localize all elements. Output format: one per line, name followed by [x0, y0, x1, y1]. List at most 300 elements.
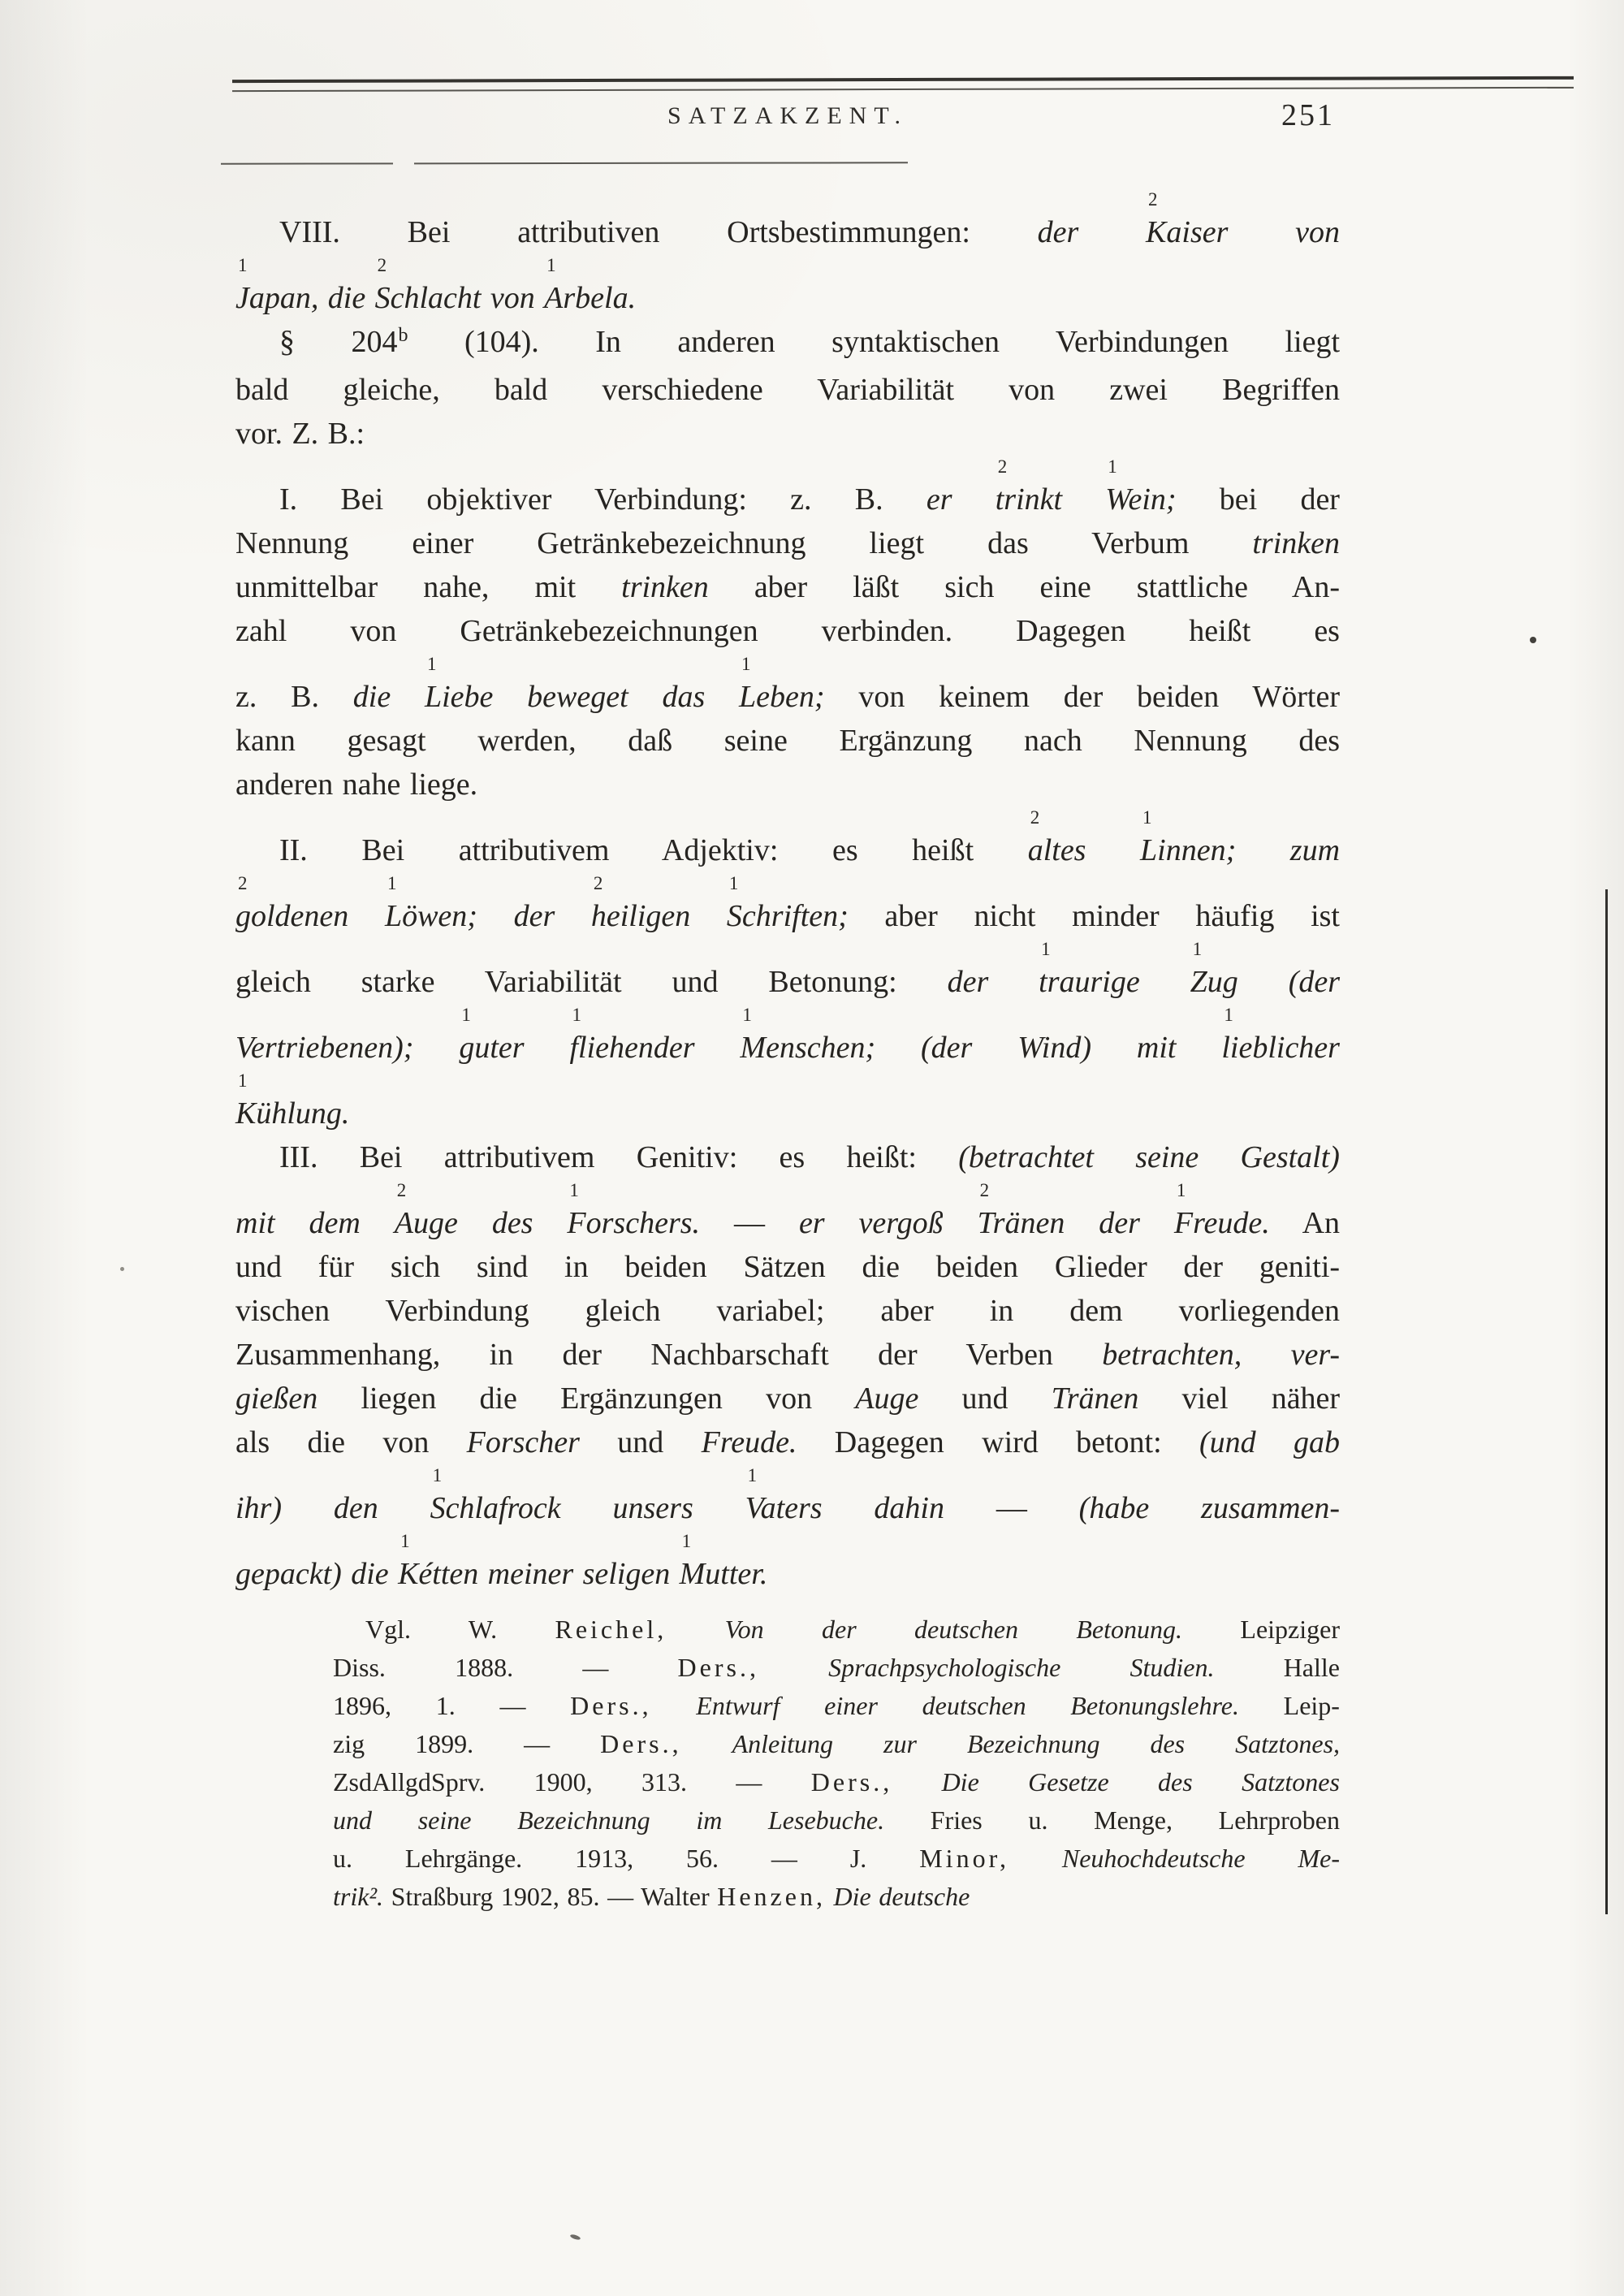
- word: I.: [279, 482, 298, 517]
- word: von: [1009, 373, 1056, 407]
- word: mit: [1136, 1031, 1177, 1065]
- word: der: [947, 965, 989, 999]
- accented-word: traurige 1: [1039, 939, 1140, 999]
- word: nicht: [974, 899, 1036, 933]
- stress-accent-number: 2: [593, 873, 603, 893]
- word: —: [582, 1653, 609, 1682]
- word: 56.: [686, 1844, 719, 1873]
- text-line: [235, 719, 1340, 763]
- word: beiden: [624, 1250, 707, 1284]
- word: gleiche,: [343, 373, 440, 407]
- word: Zusammenhang,: [235, 1338, 441, 1372]
- stress-accent-number: 1: [681, 1531, 692, 1551]
- word: wird: [982, 1425, 1039, 1459]
- word: Reichel,: [555, 1615, 667, 1644]
- word: vor.: [235, 417, 283, 451]
- accented-word: goldenen 2: [235, 873, 349, 933]
- word: des: [1298, 724, 1340, 758]
- word: attributivem: [443, 1140, 595, 1174]
- accented-word: Japan, 1: [235, 255, 319, 315]
- word: 1913,: [575, 1844, 634, 1873]
- word: liegt: [869, 526, 925, 560]
- word: es: [1314, 614, 1340, 648]
- stress-accent-number: 1: [1192, 939, 1203, 959]
- word: Ergänzung: [839, 724, 973, 758]
- stress-accent-number: 1: [238, 255, 248, 275]
- word: er: [798, 1206, 825, 1240]
- word: nach: [1024, 724, 1082, 758]
- stress-accent-number: 1: [426, 654, 437, 674]
- word: in: [989, 1294, 1014, 1328]
- word: Lehrgänge.: [404, 1844, 523, 1873]
- word: sind: [476, 1250, 529, 1284]
- word: Neuhochdeutsche: [1061, 1844, 1246, 1873]
- accented-word: Zug 1: [1190, 939, 1238, 999]
- paragraph-viii-ortsbestimmungen: [235, 189, 1341, 320]
- stress-accent-number: 1: [747, 1465, 758, 1485]
- text-line: [235, 1135, 1340, 1179]
- word: trik².: [333, 1882, 384, 1911]
- word: J.: [849, 1844, 867, 1873]
- word: 85.: [567, 1882, 600, 1911]
- word: es: [779, 1140, 806, 1174]
- stress-accent-number: 1: [432, 1465, 443, 1485]
- word: betont:: [1076, 1425, 1162, 1459]
- word: aber: [754, 570, 808, 604]
- word: Nennung: [235, 526, 349, 560]
- word: 1.: [435, 1691, 456, 1720]
- word: starke: [361, 965, 435, 999]
- running-header-title: SATZAKZENT.: [667, 102, 908, 129]
- word: unsers: [612, 1491, 693, 1525]
- word: Nennung: [1134, 724, 1247, 758]
- word: zahl: [235, 614, 287, 648]
- text-line: [235, 521, 1340, 565]
- page-number: 251: [1281, 98, 1335, 132]
- word: das: [662, 680, 706, 714]
- text-line: [333, 1649, 1340, 1687]
- word: viel: [1181, 1381, 1229, 1416]
- word: seine: [417, 1805, 472, 1835]
- accented-word: Leben; 1: [739, 654, 825, 714]
- stress-accent-number: 2: [1148, 189, 1158, 210]
- page-edge-scan-line: [1605, 889, 1608, 1914]
- text-line: [235, 1420, 1340, 1464]
- word: unmittelbar: [235, 570, 378, 604]
- word: als: [235, 1425, 270, 1459]
- text-line: [235, 456, 1340, 521]
- stress-accent-number: 2: [997, 456, 1008, 477]
- text-line: [235, 807, 1341, 872]
- word: Betonungslehre.: [1070, 1691, 1239, 1720]
- word: und: [235, 1250, 282, 1284]
- word: Gestalt): [1240, 1140, 1340, 1174]
- word: III.: [279, 1140, 318, 1174]
- header-separator-rule: [221, 162, 908, 164]
- word: (104).: [464, 325, 539, 359]
- word: der: [878, 1338, 918, 1372]
- word: seine: [1135, 1140, 1199, 1174]
- word: zur: [883, 1729, 917, 1758]
- word: Bezeichnung: [966, 1729, 1100, 1758]
- word: bald: [494, 373, 548, 407]
- accented-word: Auge 2: [394, 1180, 458, 1240]
- word: An-: [1291, 570, 1340, 604]
- stress-accent-number: 1: [400, 1531, 410, 1551]
- word: liegen: [361, 1381, 437, 1416]
- word: Minor,: [919, 1844, 1009, 1873]
- word: zwei: [1109, 373, 1168, 407]
- word: B.:: [327, 417, 365, 451]
- word: §: [279, 325, 295, 359]
- word: Verbindung: [385, 1294, 529, 1328]
- word: des: [1150, 1729, 1186, 1758]
- word: Wind): [1017, 1031, 1091, 1065]
- word: z.: [235, 680, 257, 714]
- word: Wörter: [1252, 680, 1340, 714]
- accented-word: Linnen; 1: [1140, 807, 1237, 867]
- word: In: [595, 325, 621, 359]
- word: attributivem: [458, 833, 610, 867]
- word: dem: [309, 1206, 361, 1240]
- word: Getränkebezeichnung: [537, 526, 806, 560]
- word: dem: [1069, 1294, 1123, 1328]
- accented-word: guter 1: [459, 1005, 525, 1065]
- word: des: [491, 1206, 533, 1240]
- text-line: [333, 1878, 1340, 1916]
- word: sich: [390, 1250, 441, 1284]
- word: (betrachtet: [958, 1140, 1094, 1174]
- word: Satztones: [1242, 1767, 1340, 1797]
- word: trinken: [1252, 526, 1341, 560]
- word: objektiver: [426, 482, 552, 517]
- text-line: [235, 939, 1340, 1004]
- text-line: [333, 1611, 1340, 1649]
- stress-accent-number: 1: [1108, 456, 1117, 477]
- accented-word: altes 2: [1027, 807, 1086, 867]
- word: Tränen: [1051, 1381, 1139, 1416]
- word: Die: [833, 1882, 871, 1911]
- word: näher: [1271, 1381, 1341, 1416]
- word: Sätzen: [743, 1250, 826, 1284]
- word: Betonung.: [1076, 1615, 1183, 1644]
- word: beiden: [1137, 680, 1220, 714]
- stress-accent-number: 1: [742, 1005, 752, 1025]
- word: B.: [854, 482, 883, 517]
- word: Getränkebezeichnungen: [460, 614, 758, 648]
- text-line: [235, 763, 1340, 806]
- word: das: [987, 526, 1029, 560]
- word: —: [771, 1844, 797, 1873]
- word: von: [490, 281, 535, 315]
- word: —: [524, 1729, 551, 1758]
- word: Verbindungen: [1055, 325, 1229, 359]
- stress-accent-number: 1: [546, 255, 556, 275]
- word: (habe: [1078, 1491, 1150, 1525]
- word: Ergänzungen: [560, 1381, 723, 1416]
- accented-word: Kétten 1: [398, 1531, 479, 1591]
- word: Verben: [965, 1338, 1053, 1372]
- stress-accent-number: 1: [569, 1180, 579, 1200]
- word: Auge: [855, 1381, 919, 1416]
- word: (der: [1288, 965, 1340, 999]
- word: beweget: [527, 680, 628, 714]
- word: minder: [1072, 899, 1160, 933]
- word: Ders.,: [570, 1691, 652, 1720]
- word: ihr): [235, 1491, 282, 1525]
- stress-accent-number: 1: [572, 1005, 581, 1025]
- word: heißt: [1189, 614, 1251, 648]
- word: vorliegenden: [1178, 1294, 1341, 1328]
- word: in: [489, 1338, 514, 1372]
- accented-word: Forschers. 1: [567, 1180, 701, 1240]
- word: Z.: [292, 417, 319, 451]
- accented-word: Liebe 1: [424, 654, 494, 714]
- stress-accent-number: 1: [741, 654, 751, 674]
- word: Die: [941, 1767, 979, 1797]
- ink-speck: [1530, 637, 1536, 643]
- word: Bei: [359, 1140, 403, 1174]
- word: —: [733, 1206, 765, 1240]
- text-line: [235, 873, 1340, 938]
- text-line: [235, 1180, 1341, 1245]
- word: Sprachpsychologische: [828, 1653, 1061, 1682]
- stress-accent-number: 1: [1041, 939, 1051, 959]
- text-line: [235, 1005, 1340, 1070]
- word: Diss.: [333, 1653, 386, 1682]
- word: mit: [235, 1206, 275, 1240]
- word: eine: [1039, 570, 1091, 604]
- word: Bei: [361, 833, 405, 867]
- text-line: [235, 654, 1340, 719]
- word: 1896,: [333, 1691, 391, 1720]
- stress-accent-number: 1: [1142, 807, 1152, 828]
- word: 1899.: [415, 1729, 474, 1758]
- word: häufig: [1195, 899, 1275, 933]
- word: Entwurf: [696, 1691, 780, 1720]
- word: und: [961, 1381, 1009, 1416]
- word: anderen: [235, 767, 334, 802]
- text-line: [333, 1687, 1340, 1725]
- accented-word: Schriften; 1: [726, 873, 849, 933]
- footnote-references: [333, 1611, 1340, 1916]
- word: gab: [1293, 1425, 1340, 1459]
- word: deutschen: [914, 1615, 1018, 1644]
- word: im: [696, 1805, 723, 1835]
- word: B.: [291, 680, 319, 714]
- word: von: [858, 680, 905, 714]
- text-line: [235, 412, 1340, 456]
- accented-word: Löwen; 1: [384, 873, 477, 933]
- word: ver-: [1290, 1338, 1341, 1372]
- word: meiner: [487, 1557, 574, 1591]
- stress-accent-number: 2: [377, 255, 387, 275]
- word: —: [607, 1882, 634, 1911]
- word: Anleitung: [732, 1729, 833, 1758]
- accented-word: Schlacht 2: [374, 255, 482, 315]
- word: Verbindung:: [594, 482, 747, 517]
- text-line: [235, 609, 1340, 653]
- word: syntaktischen: [831, 325, 1000, 359]
- word: Freude.: [701, 1425, 797, 1459]
- word: der: [1183, 1250, 1224, 1284]
- word: Genitiv:: [636, 1140, 738, 1174]
- word: Dagegen: [834, 1425, 944, 1459]
- stress-accent-number: 2: [979, 1180, 990, 1200]
- word: u.: [1028, 1805, 1048, 1835]
- word: der: [1300, 482, 1340, 517]
- accented-word: Schlafrock 1: [430, 1465, 561, 1525]
- text-line: [333, 1725, 1340, 1763]
- word: gießen: [235, 1381, 318, 1416]
- word: 204: [351, 325, 398, 359]
- word: heißt:: [846, 1140, 917, 1174]
- word: Fries: [930, 1805, 983, 1835]
- word: Bezeichnung: [517, 1805, 650, 1835]
- word: attributiven: [517, 215, 660, 249]
- word: Lehrproben: [1218, 1805, 1340, 1835]
- accented-word: Arbela. 1: [544, 255, 637, 315]
- word: beiden: [935, 1250, 1019, 1284]
- word: werden,: [477, 724, 577, 758]
- word: von: [382, 1425, 430, 1459]
- word: deutsche: [879, 1882, 970, 1911]
- text-line: [235, 1289, 1340, 1333]
- accented-word: lieblicher 1: [1221, 1005, 1340, 1065]
- word: W.: [468, 1615, 498, 1644]
- stress-accent-number: 1: [1176, 1180, 1186, 1200]
- word: für: [317, 1250, 355, 1284]
- word: läßt: [853, 570, 900, 604]
- word: es: [831, 833, 858, 867]
- word: keinem: [939, 680, 1030, 714]
- word: II.: [279, 833, 308, 867]
- word: Ders.,: [677, 1653, 759, 1682]
- word: einer: [824, 1691, 878, 1720]
- word: den: [333, 1491, 378, 1525]
- word: sich: [944, 570, 995, 604]
- word: seine: [723, 724, 788, 758]
- word: —: [996, 1491, 1027, 1525]
- accented-word: Mutter. 1: [679, 1531, 768, 1591]
- stress-accent-number: 2: [1030, 807, 1040, 828]
- stress-accent-number: 1: [1224, 1005, 1233, 1025]
- accented-word: Tränen 2: [977, 1180, 1065, 1240]
- word: von: [1295, 215, 1341, 249]
- word: verbinden.: [821, 614, 953, 648]
- word: dahin: [874, 1491, 944, 1525]
- paragraph-204b: [235, 320, 1340, 456]
- word: und: [333, 1805, 372, 1835]
- word: Walter: [641, 1882, 710, 1911]
- text-line: [235, 255, 1340, 320]
- word: Me-: [1298, 1844, 1340, 1873]
- text-line: [333, 1763, 1340, 1801]
- word: daß: [628, 724, 673, 758]
- word: liege.: [409, 767, 478, 802]
- word: der: [1063, 680, 1104, 714]
- paragraph-ii-attributives-adjektiv: [235, 807, 1341, 1135]
- word: Leipziger: [1240, 1615, 1340, 1644]
- accented-word: Vaters 1: [745, 1465, 823, 1525]
- paragraph-iii-attributiver-genitiv: [235, 1135, 1340, 1596]
- word: aber: [884, 899, 938, 933]
- paragraph-i-objektive-verbindung: [235, 456, 1341, 806]
- word: anderen: [677, 325, 775, 359]
- text-line: [235, 1245, 1340, 1289]
- accented-word: Freude. 1: [1173, 1180, 1270, 1240]
- word: gesagt: [347, 724, 426, 758]
- stress-accent-number: 1: [387, 873, 397, 893]
- word: kann: [235, 724, 296, 758]
- text-line: [235, 1377, 1340, 1420]
- word: 313.: [641, 1767, 688, 1797]
- word: von: [766, 1381, 813, 1416]
- word: Dagegen: [1016, 614, 1126, 648]
- word: Bei: [340, 482, 384, 517]
- word: Bei: [407, 215, 451, 249]
- header-double-rule-thin: [232, 87, 1574, 92]
- word: heißt: [912, 833, 974, 867]
- word: nahe,: [423, 570, 490, 604]
- word: seligen: [582, 1557, 671, 1591]
- word: z.: [790, 482, 812, 517]
- stress-accent-number: 1: [728, 873, 739, 893]
- accented-word: Wein; 1: [1105, 456, 1177, 517]
- word: Studien.: [1129, 1653, 1215, 1682]
- word: mit: [534, 570, 577, 604]
- accented-word: heiligen 2: [590, 873, 691, 933]
- stress-accent-number: 1: [461, 1005, 471, 1025]
- word: (und: [1199, 1425, 1256, 1459]
- word: die: [352, 680, 391, 714]
- word: der: [1099, 1206, 1140, 1240]
- word: —: [499, 1691, 526, 1720]
- word: ZsdAllgdSprv.: [333, 1767, 486, 1797]
- word: die: [327, 281, 366, 315]
- word: vischen: [235, 1294, 330, 1328]
- word: einer: [412, 526, 474, 560]
- word: Menge,: [1094, 1805, 1173, 1835]
- word: der: [821, 1615, 857, 1644]
- word: Halle: [1283, 1653, 1340, 1682]
- accented-word: trinkt 2: [995, 456, 1063, 517]
- word: Betonung:: [768, 965, 897, 999]
- word: Von: [724, 1615, 764, 1644]
- word: und: [672, 965, 719, 999]
- word: geniti-: [1259, 1250, 1341, 1284]
- word: deutschen: [922, 1691, 1026, 1720]
- word: und: [617, 1425, 664, 1459]
- word: Henzen,: [717, 1882, 826, 1911]
- word: der: [513, 899, 555, 933]
- word: 1900,: [533, 1767, 593, 1797]
- word: variabel;: [716, 1294, 825, 1328]
- word: liegt: [1285, 325, 1341, 359]
- word: b: [398, 325, 408, 346]
- word: Ders.,: [810, 1767, 893, 1797]
- word: 1902,: [500, 1882, 559, 1911]
- word: zig: [333, 1729, 365, 1758]
- ink-speck: [570, 2233, 581, 2241]
- word: gleich: [585, 1294, 661, 1328]
- text-line: [235, 1465, 1341, 1530]
- text-line: [235, 368, 1340, 412]
- word: Glieder: [1054, 1250, 1147, 1284]
- word: bald: [235, 373, 289, 407]
- word: gepackt): [235, 1557, 342, 1591]
- word: von: [350, 614, 397, 648]
